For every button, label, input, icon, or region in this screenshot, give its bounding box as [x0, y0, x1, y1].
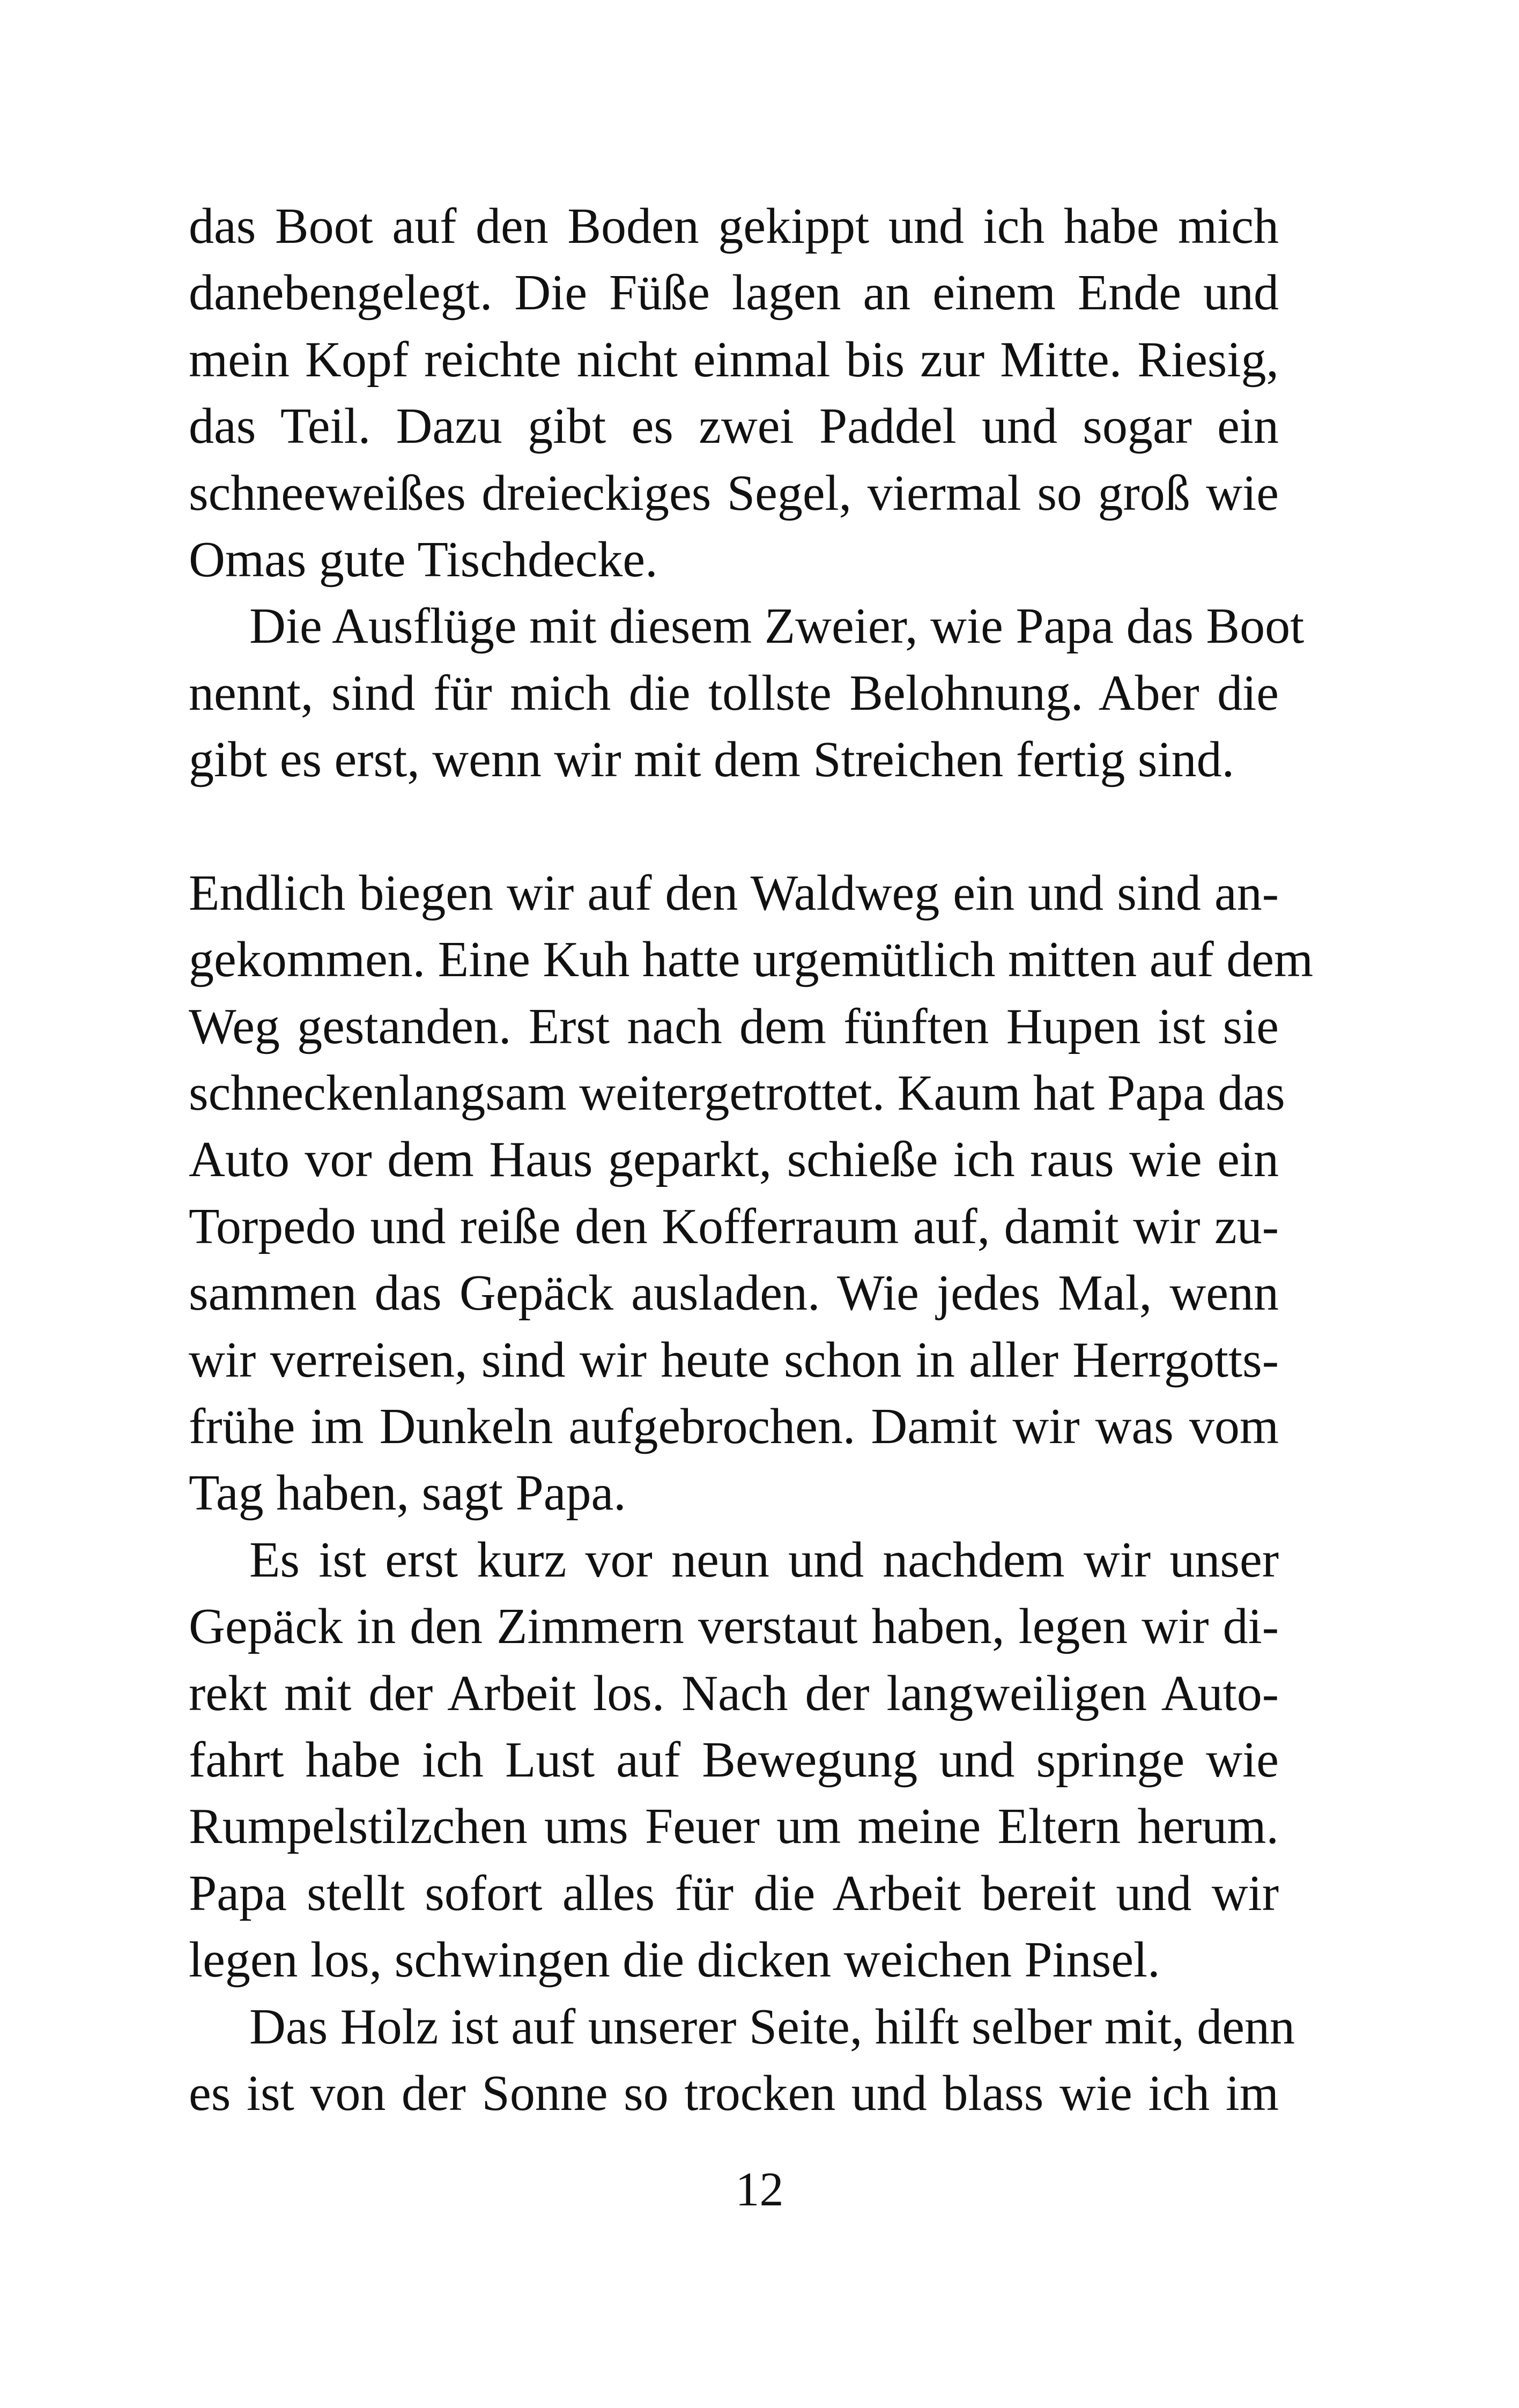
text-line: mein Kopf reichte nicht einmal bis zur Mitte. Riesig,	[189, 331, 1279, 388]
text-line: das Boot auf den Boden gekippt und ich habe mich	[189, 198, 1279, 254]
text-line: sammen das Gepäck ausladen. Wie jedes Mal, wenn	[189, 1265, 1279, 1321]
paragraph	[189, 593, 1305, 793]
text-line: Papa stellt sofort alles für die Arbeit bereit und wir	[189, 1865, 1279, 1921]
text-line: fahrt habe ich Lust auf Bewegung und springe wie	[189, 1731, 1279, 1788]
text-line: Tag haben, sagt Papa.	[189, 1465, 626, 1521]
text-line: Gepäck in den Zimmern verstaut haben, legen wir di-	[189, 1599, 1279, 1655]
section-break	[189, 793, 1279, 860]
page-number: 12	[735, 2163, 784, 2216]
text-line: Torpedo und reiße den Kofferraum auf, damit wir zu-	[189, 1198, 1279, 1254]
text-line: legen los, schwingen die dicken weichen Pinsel.	[189, 1932, 1160, 1988]
text-line: schneeweißes dreieckiges Segel, viermal so groß wie	[189, 465, 1279, 521]
paragraph	[189, 860, 1314, 1527]
text-line: wir verreisen, sind wir heute schon in aller Herrgotts-	[189, 1332, 1279, 1388]
text-line: das Teil. Dazu gibt es zwei Paddel und sogar ein	[189, 398, 1279, 455]
text-line: Endlich biegen wir auf den Waldweg ein und sind an-	[189, 865, 1279, 921]
text-line: danebengelegt. Die Füße lagen an einem Ende und	[189, 265, 1279, 321]
text-line: Auto vor dem Haus geparkt, schieße ich raus wie ein	[189, 1132, 1279, 1188]
text-line: Omas gute Tischdecke.	[189, 531, 658, 588]
paragraph	[189, 1527, 1279, 1994]
text-line: gibt es erst, wenn wir mit dem Streichen fertig sind.	[189, 732, 1235, 788]
text-line: schneckenlangsam weitergetrottet. Kaum hat Papa das	[189, 1065, 1285, 1121]
body-text	[189, 193, 1314, 2127]
text-line: Es ist erst kurz vor neun und nachdem wir unser	[249, 1532, 1279, 1588]
text-line: frühe im Dunkeln aufgebrochen. Damit wir was vom	[189, 1399, 1279, 1455]
text-line: Weg gestanden. Erst nach dem fünften Hupen ist sie	[189, 998, 1279, 1054]
paragraph	[189, 1994, 1295, 2127]
text-line: Rumpelstilzchen ums Feuer um meine Eltern herum.	[189, 1798, 1279, 1855]
text-line: rekt mit der Arbeit los. Nach der langweiligen Auto-	[189, 1665, 1279, 1721]
paragraph	[189, 193, 1279, 593]
text-line: es ist von der Sonne so trocken und blass wie ich im	[189, 2065, 1279, 2121]
text-line: nennt, sind für mich die tollste Belohnung. Aber die	[189, 665, 1279, 721]
text-line: Die Ausflüge mit diesem Zweier, wie Papa das Boot	[249, 598, 1305, 655]
text-line: Das Holz ist auf unserer Seite, hilft selber mit, denn	[249, 1998, 1295, 2055]
text-line: gekommen. Eine Kuh hatte urgemütlich mitten auf dem	[189, 932, 1314, 988]
